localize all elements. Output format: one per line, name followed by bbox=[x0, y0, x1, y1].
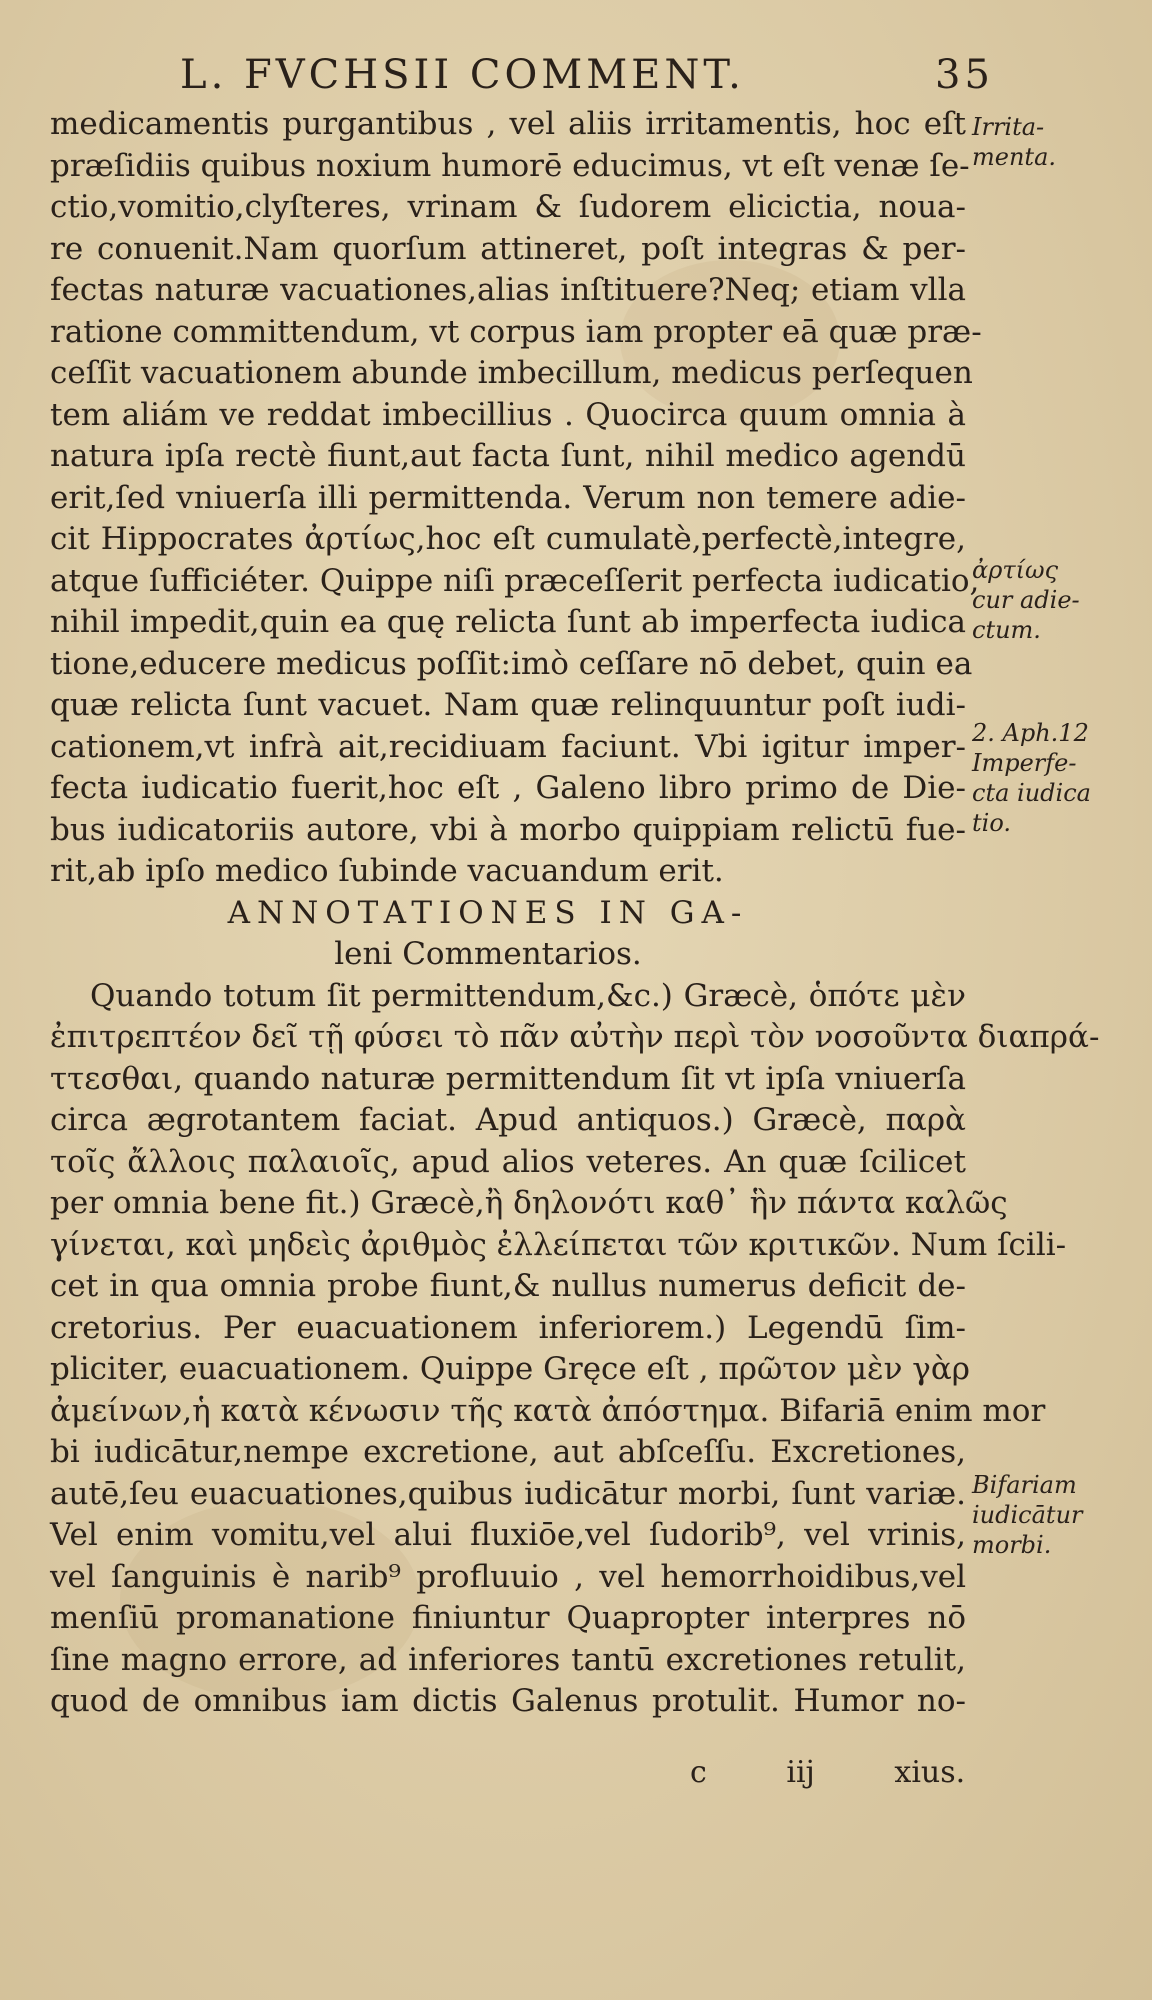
signature-line bbox=[690, 1755, 965, 1790]
body-paragraph bbox=[50, 104, 982, 893]
text-line: ſine magno errore, ad inferiores tantū excretiones retulit, bbox=[50, 1641, 966, 1678]
text-line: autē,ſeu euacuationes,quibus iudicātur morbi, ſunt variæ. bbox=[50, 1475, 966, 1512]
section-heading-line: leni Commentarios. bbox=[334, 936, 642, 972]
margin-note-artios bbox=[972, 555, 1148, 645]
text-line: fectas naturæ vacuationes,alias inſtituere?Neq; etiam vlla bbox=[50, 272, 966, 308]
margin-note-line: tio. bbox=[972, 809, 1011, 837]
text-line: præſidiis quibus noxium humorē educimus, vt eſt venæ ſe- bbox=[50, 147, 970, 184]
text-line: atque ſufficiéter. Quippe niſi præceſſerit perfecta iudicatio, bbox=[50, 562, 980, 599]
section-heading bbox=[50, 893, 966, 976]
signature-number: iij bbox=[786, 1755, 815, 1790]
margin-note-irritamenta bbox=[972, 112, 1148, 172]
text-line: quæ relicta ſunt vacuet. Nam quæ relinquuntur poſt iudi- bbox=[50, 687, 966, 723]
text-line: Vel enim vomitu,vel alui fluxiōe,vel ſudorib⁹, vel vrinis, bbox=[50, 1517, 966, 1553]
margin-note-bifariam bbox=[972, 1470, 1148, 1560]
text-line: bi iudicātur,nempe excretione, aut abſceſſu. Excretiones, bbox=[50, 1434, 966, 1470]
text-line: vel ſanguinis è narib⁹ profluuio , vel hemorrhoidibus,vel bbox=[50, 1558, 966, 1595]
page-number: 35 bbox=[935, 52, 994, 98]
text-line: Quando totum ſit permittendum,&c.) Græcè, ὁπότε μὲν bbox=[90, 977, 966, 1014]
margin-note-line: ἀρτίως bbox=[972, 556, 1059, 584]
section-heading-line: ANNOTATIONES IN GA- bbox=[227, 894, 749, 931]
text-line: bus iudicatoriis autore, vbi à morbo quippiam relictū fue- bbox=[50, 811, 966, 848]
text-line: cationem,vt infrà ait,recidiuam faciunt. Vbi igitur imper- bbox=[50, 728, 966, 765]
margin-note-line: menta. bbox=[972, 143, 1056, 171]
text-line: cretorius. Per euacuationem inferiorem.) Legendū ſim- bbox=[50, 1309, 966, 1346]
text-line: γίνεται, καὶ μηδεὶς ἀριθμὸς ἐλλείπεται τῶν κριτικῶν. Num ſcili- bbox=[50, 1226, 1067, 1263]
running-head-title: L. FVCHSII COMMENT. bbox=[180, 52, 745, 98]
running-head bbox=[180, 52, 994, 98]
text-line: re conuenit.Nam quorſum attineret, poſt integras & per- bbox=[50, 230, 966, 267]
text-line: tem aliám ve reddat imbecillius . Quocirca quum omnia à bbox=[50, 396, 966, 433]
text-line: ceſſit vacuationem abunde imbecillum, medicus perſequen bbox=[50, 355, 973, 391]
text-line: natura ipſa rectè fiunt,aut facta ſunt, nihil medico agendū bbox=[50, 438, 966, 474]
catchword: xius. bbox=[894, 1755, 966, 1790]
margin-note-line: Irrita- bbox=[972, 113, 1045, 141]
text-line: tione,educere medicus poſſit:imò ceſſare nō debet, quin ea bbox=[50, 645, 973, 682]
text-line: per omnia bene fit.) Græcè,ἢ δηλονότι καθ᾽ ἣν πάντα καλῶς bbox=[50, 1185, 1008, 1221]
text-line: ctio,vomitio,clyſteres, vrinam & ſudorem elicictia, noua- bbox=[50, 189, 966, 225]
text-line: cit Hippocrates ἀρτίως,hoc eſt cumulatè,perfectè,integre, bbox=[50, 521, 966, 557]
margin-note-line: cur adie- bbox=[972, 586, 1080, 614]
text-line: quod de omnibus iam dictis Galenus protulit. Humor no- bbox=[50, 1683, 966, 1719]
text-line: nihil impedit,quin ea quę relicta ſunt ab imperfecta iudica bbox=[50, 604, 966, 640]
text-line: menſiū promanatione finiuntur Quapropter interpres nō bbox=[50, 1600, 966, 1636]
text-line: rit,ab ipſo medico ſubinde vacuandum erit. bbox=[50, 853, 724, 889]
margin-note-line: Bifariam bbox=[972, 1471, 1077, 1499]
text-line: ττεσθαι, quando naturæ permittendum ſit vt ipſa vniuerſa bbox=[50, 1060, 966, 1097]
text-line: fecta iudicatio fuerit,hoc eſt , Galeno libro primo de Die- bbox=[50, 770, 966, 806]
text-line: erit,ſed vniuerſa illi permittenda. Verum non temere adie- bbox=[50, 479, 966, 516]
margin-note-line: iudicātur bbox=[972, 1501, 1083, 1529]
margin-note-line: 2. Aph.12 bbox=[972, 719, 1089, 747]
text-line: ἀμείνων,ἡ κατὰ κένωσιν τῆς κατὰ ἀπόστημα. Bifariā enim mor bbox=[50, 1392, 1046, 1429]
margin-note-aphorism bbox=[972, 718, 1148, 838]
text-line: ἐπιτρεπτέον δεῖ τῇ φύσει τὸ πᾶν αὐτὴν περὶ τὸν νοσοῦντα διαπρά- bbox=[50, 1019, 1100, 1055]
text-line: medicamentis purgantibus , vel aliis irritamentis, hoc eſt bbox=[50, 106, 966, 142]
text-line: circa ægrotantem faciat. Apud antiquos.) Græcè, παρὰ bbox=[50, 1102, 966, 1138]
text-line: τοῖς ἄλλοις παλαιοῖς, apud alios veteres. An quæ ſcilicet bbox=[50, 1143, 966, 1180]
text-line: cet in qua omnia probe fiunt,& nullus numerus deficit de- bbox=[50, 1268, 966, 1304]
margin-note-line: ctum. bbox=[972, 616, 1041, 644]
margin-note-line: morbi. bbox=[972, 1531, 1052, 1559]
text-line: pliciter, euacuationem. Quippe Gręce eſt , πρῶτον μὲν γὰρ bbox=[50, 1351, 970, 1387]
margin-note-line: cta iudica bbox=[972, 779, 1091, 807]
text-line: ratione committendum, vt corpus iam propter eā quæ præ- bbox=[50, 313, 982, 350]
margin-note-line: Imperfe- bbox=[972, 749, 1077, 777]
signature-mark: c bbox=[690, 1755, 707, 1790]
